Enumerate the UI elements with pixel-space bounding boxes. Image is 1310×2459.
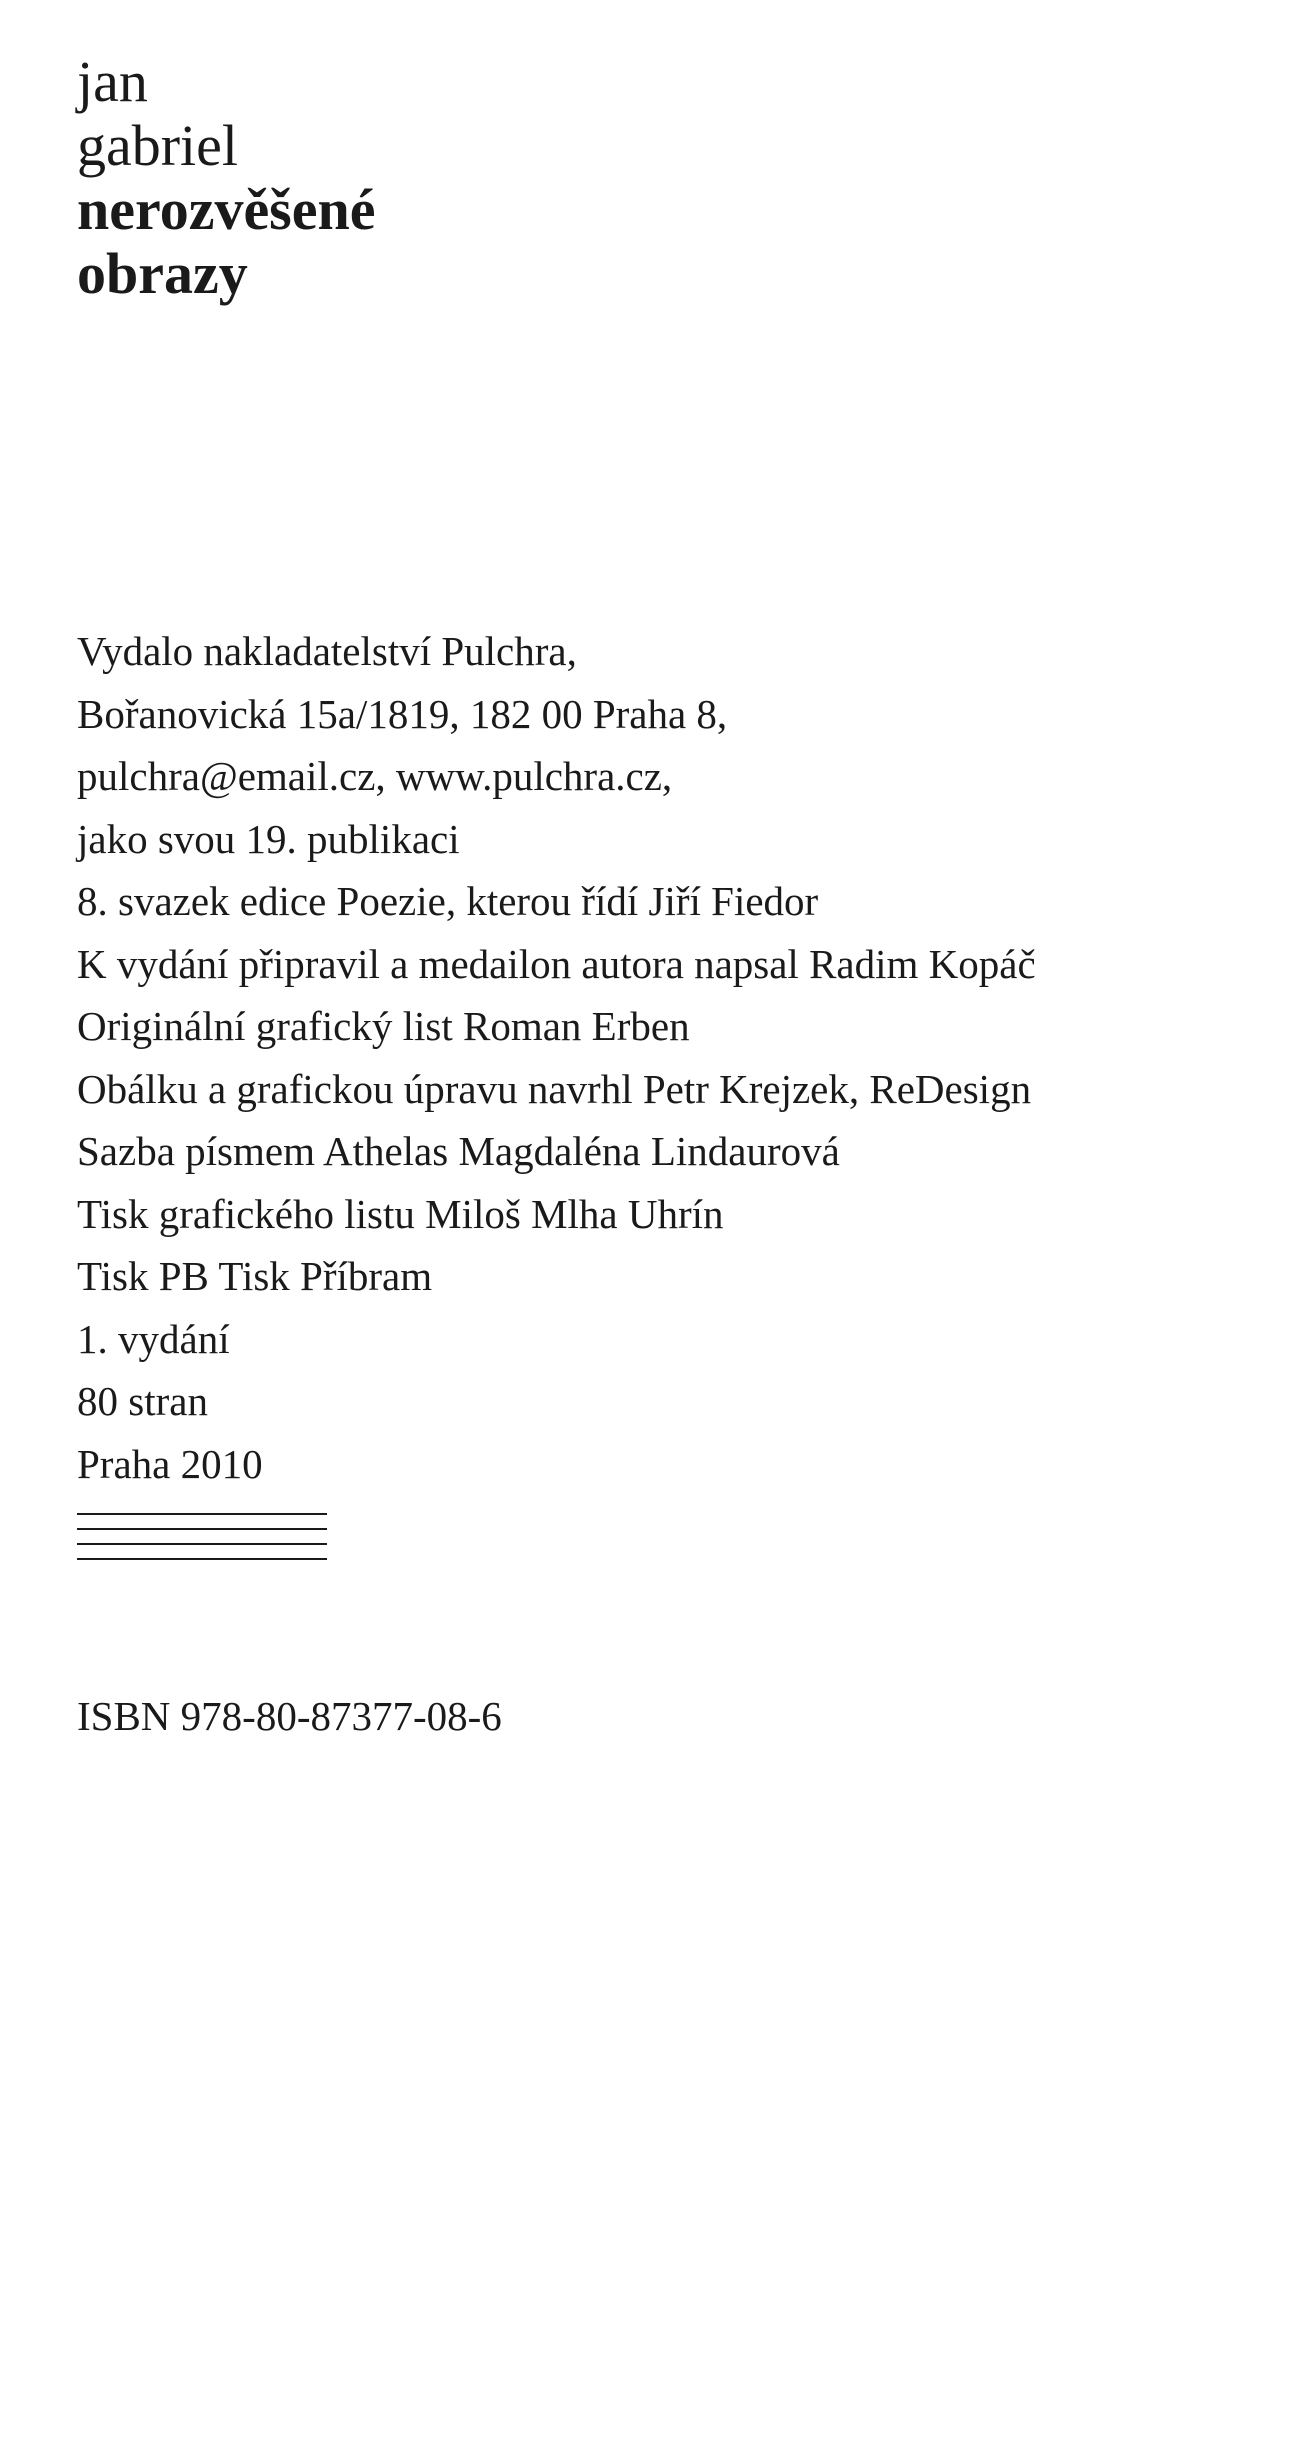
imprint-line: Praha 2010: [77, 1440, 263, 1487]
imprint-line: Bořanovická 15a/1819, 182 00 Praha 8,: [77, 690, 728, 737]
divider: [77, 1543, 327, 1545]
imprint-line: 8. svazek edice Poezie, kterou řídí Jiří Fiedor: [77, 878, 819, 924]
imprint-line: Sazba písmem Athelas Magdaléna Lindaurová: [77, 1128, 840, 1174]
isbn: ISBN 978-80-87377-08-6: [77, 1693, 502, 1739]
author-first-name: jan: [77, 49, 148, 114]
imprint-line: 1. vydání: [77, 1315, 230, 1362]
imprint-line: Vydalo nakladatelství Pulchra,: [77, 628, 577, 674]
divider: [77, 1558, 327, 1560]
imprint-line: Obálku a grafickou úpravu navrhl Petr Krejzek, ReDesign: [77, 1065, 1032, 1112]
imprint-line: 80 stran: [77, 1378, 208, 1424]
book-title-line-1: nerozvěšené: [77, 177, 376, 242]
divider: [77, 1528, 327, 1530]
imprint-line: Originální grafický list Roman Erben: [77, 1003, 690, 1049]
divider: [77, 1513, 327, 1515]
imprint-line: Tisk PB Tisk Příbram: [77, 1253, 433, 1299]
imprint-line: Tisk grafického listu Miloš Mlha Uhrín: [77, 1190, 724, 1237]
imprint-line: jako svou 19. publikaci: [77, 815, 460, 862]
decorative-rules: [77, 1513, 327, 1573]
imprint-line: pulchra@email.cz, www.pulchra.cz,: [77, 753, 673, 799]
imprint-line: K vydání připravil a medailon autora napsal Radim Kopáč: [77, 940, 1036, 987]
book-title-line-2: obrazy: [77, 241, 248, 306]
imprint-block: [77, 620, 1036, 1495]
author-last-name: gabriel: [77, 113, 239, 178]
book-header: [77, 50, 376, 306]
